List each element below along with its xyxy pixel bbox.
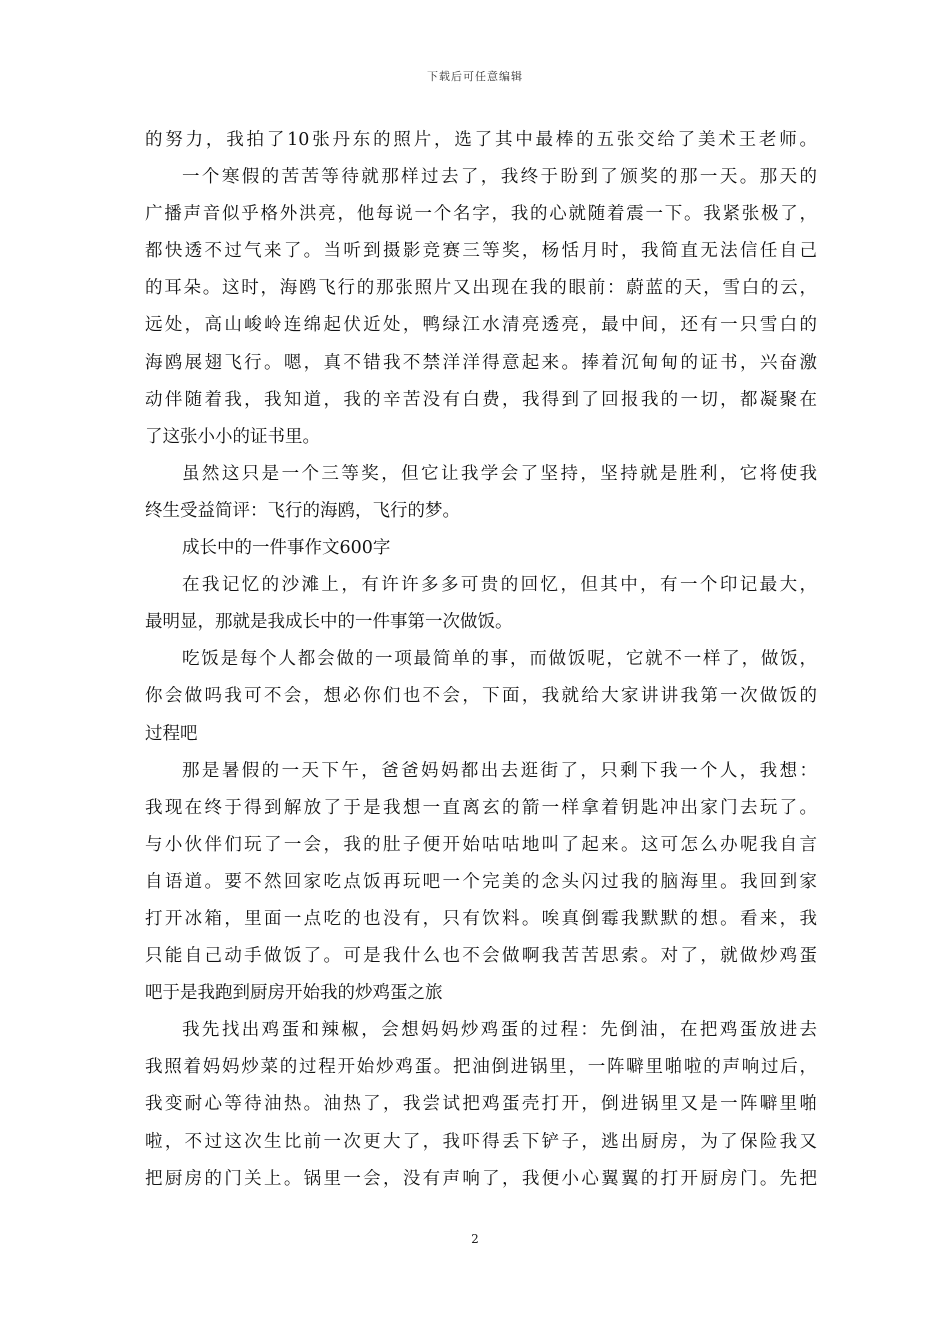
- text-line: 你会做吗我可不会，想必你们也不会，下面，我就给大家讲讲我第一次做饭的: [145, 686, 817, 707]
- text-line: 吃饭是每个人都会做的一项最简单的事，而做饭呢，它就不一样了，做饭，: [182, 649, 817, 670]
- text-line: 自语道。要不然回家吃点饭再玩吧一个完美的念头闪过我的脑海里。我回到家: [145, 871, 817, 892]
- text-line: 吧于是我跑到厨房开始我的炒鸡蛋之旅: [145, 983, 443, 1004]
- text-line: 动伴随着我，我知道，我的辛苦没有白费，我得到了回报我的一切，都凝聚在: [145, 389, 817, 410]
- text-line: 的努力，我拍了10张丹东的照片，选了其中最棒的五张交给了美术王老师。: [145, 130, 817, 150]
- text-line: 终生受益简评：飞行的海鸥，飞行的梦。: [145, 500, 460, 521]
- text-line: 啦，不过这次生比前一次更大了，我吓得丢下铲子，逃出厨房，为了保险我又: [145, 1131, 817, 1152]
- text-line: 最明显，那就是我成长中的一件事第一次做饭。: [145, 612, 513, 633]
- text-line: 都快透不过气来了。当听到摄影竞赛三等奖，杨恬月时，我简直无法信任自己: [145, 241, 817, 262]
- text-line: 过程吧: [145, 723, 198, 744]
- text-line: 我变耐心等待油热。油热了，我尝试把鸡蛋壳打开，倒进锅里又是一阵噼里啪: [145, 1094, 817, 1115]
- text-line: 我先找出鸡蛋和辣椒，会想妈妈炒鸡蛋的过程：先倒油，在把鸡蛋放进去: [182, 1020, 817, 1041]
- text-line: 远处，高山峻岭连绵起伏近处，鸭绿江水清亮透亮，最中间，还有一只雪白的: [145, 315, 817, 336]
- text-line: 在我记忆的沙滩上，有许许多多可贵的回忆，但其中，有一个印记最大，: [182, 575, 817, 596]
- text-line: 那是暑假的一天下午，爸爸妈妈都出去逛街了，只剩下我一个人，我想：: [182, 760, 817, 781]
- text-line: 广播声音似乎格外洪亮，他每说一个名字，我的心就随着震一下。我紧张极了，: [145, 204, 817, 225]
- text-line: 与小伙伴们玩了一会，我的肚子便开始咕咕地叫了起来。这可怎么办呢我自言: [145, 834, 817, 855]
- text-line: 了这张小小的证书里。: [145, 426, 320, 447]
- page-header: 下载后可任意编辑: [427, 70, 523, 83]
- text-line: 的耳朵。这时，海鸥飞行的那张照片又出现在我的眼前：蔚蓝的天，雪白的云，: [145, 278, 817, 299]
- text-line: 打开冰箱，里面一点吃的也没有，只有饮料。唉真倒霉我默默的想。看来，我: [145, 908, 817, 929]
- page-number: 2: [471, 1232, 479, 1246]
- text-line: 一个寒假的苦苦等待就那样过去了，我终于盼到了颁奖的那一天。那天的: [182, 167, 817, 188]
- text-line: 虽然这只是一个三等奖，但它让我学会了坚持，坚持就是胜利，它将使我: [182, 463, 817, 484]
- text-line: 我照着妈妈炒菜的过程开始炒鸡蛋。把油倒进锅里，一阵噼里啪啦的声响过后，: [145, 1057, 817, 1078]
- text-line: 只能自己动手做饭了。可是我什么也不会做啊我苦苦思索。对了，就做炒鸡蛋: [145, 946, 817, 967]
- text-line: 海鸥展翅飞行。嗯，真不错我不禁洋洋得意起来。捧着沉甸甸的证书，兴奋激: [145, 352, 817, 373]
- text-line: 把厨房的门关上。锅里一会，没有声响了，我便小心翼翼的打开厨房门。先把: [145, 1168, 817, 1189]
- document-body: [145, 122, 817, 1198]
- text-line: 我现在终于得到解放了于是我想一直离玄的箭一样拿着钥匙冲出家门去玩了。: [145, 797, 817, 818]
- section-title: 成长中的一件事作文600字: [182, 538, 391, 559]
